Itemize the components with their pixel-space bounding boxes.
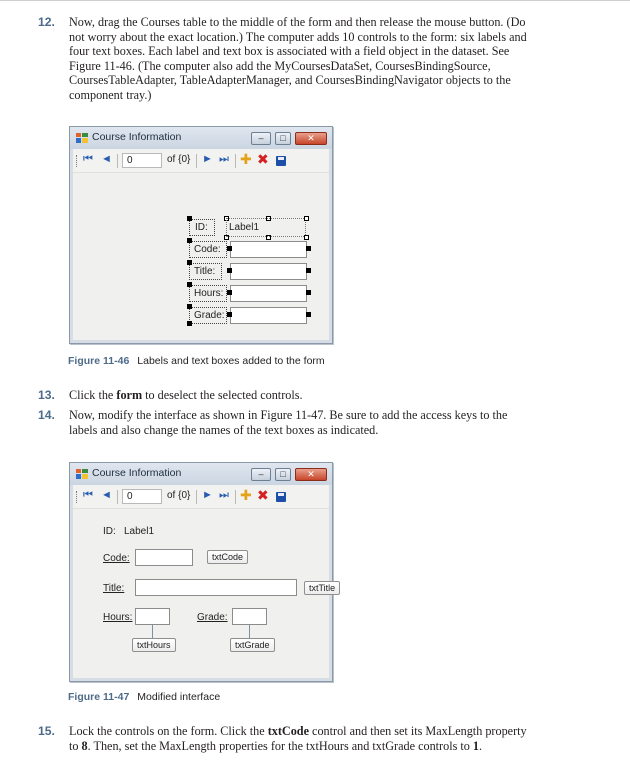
txthours-callout: txtHours — [132, 638, 176, 652]
figure-label: Figure 11-46 — [68, 355, 130, 367]
course-information-window-1 — [69, 126, 333, 344]
resize-handle[interactable] — [306, 290, 311, 295]
title-bar[interactable] — [70, 463, 332, 485]
title-textbox[interactable] — [135, 579, 297, 596]
record-count: of {0} — [167, 490, 191, 501]
course-information-window-2 — [69, 462, 336, 682]
window-title: Course Information — [92, 467, 182, 479]
hours-label: Hours: — [103, 612, 133, 623]
code-label: Code: — [194, 244, 221, 255]
move-last-icon[interactable]: ⏭ — [219, 489, 229, 501]
grade-label: Grade: — [197, 612, 228, 623]
code-textbox[interactable] — [230, 241, 307, 258]
step-text: Now, modify the interface as shown in Figure 11-47. Be sure to add the access keys to the labels and also change the names of the text boxes as indicated. — [69, 408, 508, 437]
minimize-button[interactable]: – — [251, 468, 271, 481]
toolstrip-grip — [76, 491, 78, 503]
code-textbox[interactable] — [135, 549, 193, 566]
hours-label-selection[interactable] — [189, 285, 227, 302]
resize-handle[interactable] — [306, 312, 311, 317]
callout-connector — [152, 625, 153, 638]
move-last-icon[interactable]: ⏭ — [219, 153, 229, 165]
figure-caption-11-46 — [68, 355, 325, 367]
position-input[interactable]: 0 — [122, 489, 162, 504]
minimize-button[interactable]: – — [251, 132, 271, 145]
step-number: 12. — [38, 15, 55, 29]
resize-handle[interactable] — [187, 304, 192, 309]
move-previous-icon[interactable]: ◄ — [101, 489, 112, 501]
maximize-button[interactable]: □ — [275, 132, 291, 145]
resize-handle[interactable] — [306, 268, 311, 273]
txtcode-callout: txtCode — [207, 550, 248, 564]
step-14 — [38, 408, 538, 437]
grade-label: Grade: — [194, 310, 225, 321]
figure-label: Figure 11-47 — [68, 691, 130, 703]
hours-textbox[interactable] — [135, 608, 170, 625]
move-next-icon[interactable]: ► — [202, 153, 213, 165]
toolstrip-grip — [76, 155, 78, 167]
id-value-label[interactable]: Label1 — [229, 222, 260, 233]
step-number: 15. — [38, 724, 55, 738]
resize-handle[interactable] — [227, 246, 232, 251]
step-13 — [38, 388, 538, 403]
resize-handle[interactable] — [187, 238, 192, 243]
separator — [117, 154, 118, 168]
step-number: 14. — [38, 408, 55, 422]
resize-handle[interactable] — [227, 312, 232, 317]
step-text: Click the form to deselect the selected controls. — [69, 388, 303, 402]
close-button[interactable]: ✕ — [295, 468, 327, 481]
resize-handle[interactable] — [187, 321, 192, 326]
step-12 — [38, 15, 538, 103]
move-next-icon[interactable]: ► — [202, 489, 213, 501]
binding-navigator — [73, 485, 329, 509]
save-icon[interactable] — [276, 156, 286, 166]
separator — [235, 154, 236, 168]
move-first-icon[interactable]: ⏮ — [83, 489, 93, 501]
separator — [235, 490, 236, 504]
grade-label-selection[interactable] — [189, 307, 227, 324]
resize-handle[interactable] — [187, 260, 192, 265]
title-textbox[interactable] — [230, 263, 307, 280]
record-count: of {0} — [167, 154, 191, 165]
separator — [196, 490, 197, 504]
step-text: Now, drag the Courses table to the middle of the form and then release the mouse button. (Do not worry about the exact location.) The computer adds 10 controls to the form: six labels and four text boxes. Each label and text box is associated with a field object in the dataset. See Figure 11-46. (The computer also add the MyCoursesDataSet, CoursesBindingSource, CoursesTableAdapter, TableAdapterManager, and CoursesBindingNavigator objects to the component tray.) — [69, 15, 527, 102]
resize-handle[interactable] — [187, 282, 192, 287]
window-title: Course Information — [92, 131, 182, 143]
top-rule — [0, 0, 630, 1]
resize-handle[interactable] — [306, 246, 311, 251]
title-label: Title: — [103, 583, 125, 594]
txtgrade-callout: txtGrade — [230, 638, 275, 652]
move-previous-icon[interactable]: ◄ — [101, 153, 112, 165]
callout-connector — [249, 625, 250, 638]
id-value-label: Label1 — [124, 526, 155, 537]
resize-handle[interactable] — [304, 216, 309, 221]
binding-navigator — [73, 149, 329, 173]
step-number: 13. — [38, 388, 55, 402]
id-label-selection[interactable] — [189, 219, 215, 236]
close-button[interactable]: ✕ — [295, 132, 327, 145]
title-bar[interactable] — [70, 127, 332, 149]
delete-icon[interactable]: ✖ — [257, 487, 269, 503]
step-15 — [38, 724, 538, 753]
maximize-button[interactable]: □ — [275, 468, 291, 481]
form-client-area — [73, 149, 329, 340]
save-icon[interactable] — [276, 492, 286, 502]
title-label-selection[interactable] — [189, 263, 222, 280]
id-value-selection — [226, 218, 306, 237]
hours-label: Hours: — [194, 288, 224, 299]
resize-handle[interactable] — [304, 235, 309, 240]
add-new-icon[interactable]: ✚ — [240, 151, 252, 167]
txttitle-callout: txtTitle — [304, 581, 340, 595]
figure-caption-text: Labels and text boxes added to the form — [137, 355, 325, 367]
resize-handle[interactable] — [187, 216, 192, 221]
resize-handle[interactable] — [227, 290, 232, 295]
id-label: ID: — [195, 222, 208, 233]
code-label-selection[interactable] — [189, 241, 227, 258]
id-label: ID: — [103, 526, 116, 537]
hours-textbox[interactable] — [230, 285, 307, 302]
title-label: Title: — [194, 266, 216, 277]
add-new-icon[interactable]: ✚ — [240, 487, 252, 503]
resize-handle[interactable] — [227, 268, 232, 273]
step-text: Lock the controls on the form. Click the txtCode control and then set its MaxLength property to 8. Then, set the MaxLength properties for the txtHours and txtGrade controls to 1. — [69, 724, 527, 753]
code-label: Code: — [103, 553, 130, 564]
separator — [117, 490, 118, 504]
move-first-icon[interactable]: ⏮ — [83, 153, 93, 165]
form-icon — [76, 469, 88, 479]
grade-textbox[interactable] — [230, 307, 307, 324]
separator — [196, 154, 197, 168]
grade-textbox[interactable] — [232, 608, 267, 625]
position-input[interactable]: 0 — [122, 153, 162, 168]
figure-caption-11-47 — [68, 691, 220, 703]
form-icon — [76, 133, 88, 143]
delete-icon[interactable]: ✖ — [257, 151, 269, 167]
figure-caption-text: Modified interface — [137, 691, 221, 703]
form-client-area — [73, 485, 336, 678]
